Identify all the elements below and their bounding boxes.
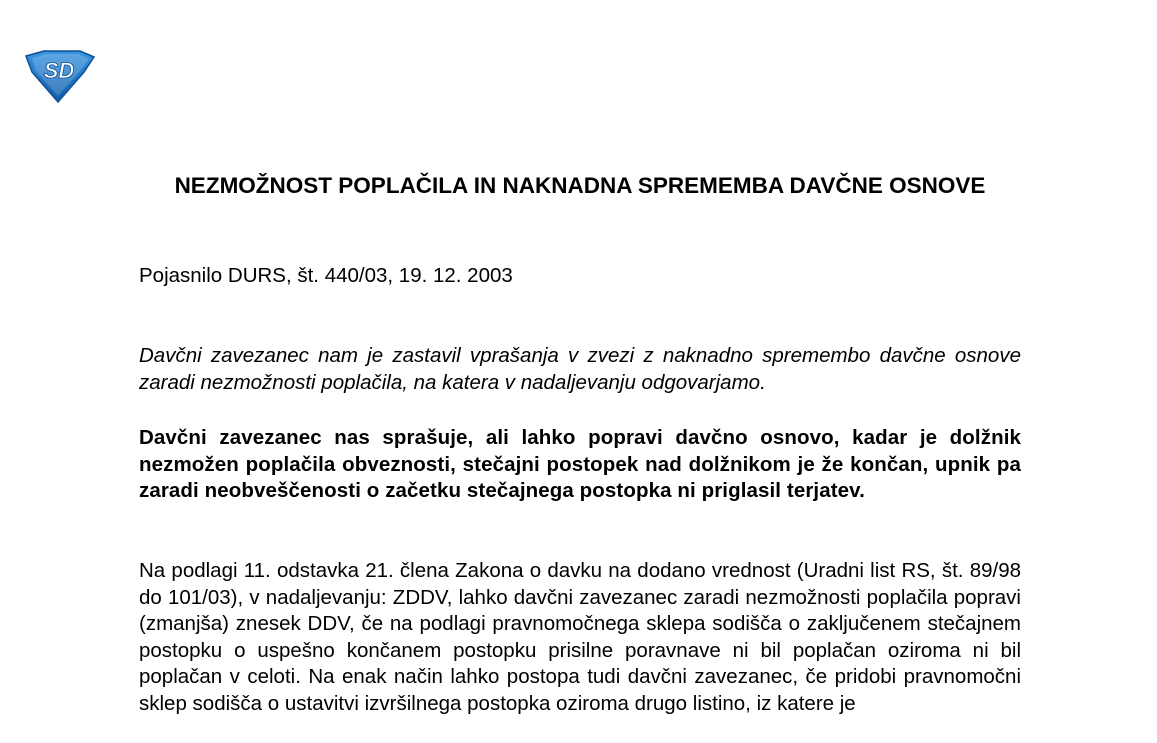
document-source: Pojasnilo DURS, št. 440/03, 19. 12. 2003 <box>139 264 513 287</box>
logo-text: SD <box>43 58 75 83</box>
sd-shield-logo-icon <box>22 48 96 104</box>
document-title: NEZMOŽNOST POPLAČILA IN NAKNADNA SPREMEMBA DAVČNE OSNOVE <box>174 173 986 198</box>
answer-paragraph: Na podlagi 11. odstavka 21. člena Zakona o davku na dodano vrednost (Uradni list RS, št. 89/98 do 101/03), v nadaljevanju: ZDDV, lahko davčni zavezanec zaradi nezmožnosti poplačila popravi (zmanjša) znesek DDV, če na podlagi pravnomočnega sklepa sodišča o zaključenem stečajnem postopku o uspešno končanem postopku prisilne poravnave ni bil poplačan oziroma ni bil poplačan v celoti. Na enak način lahko postopa tudi davčni zavezanec, če pridobi pravnomočni sklep sodišča o ustavitvi izvršilnega postopka oziroma drugo listino, iz katere je <box>139 559 1021 715</box>
question-paragraph: Davčni zavezanec nas sprašuje, ali lahko popravi davčno osnovo, kadar je dolžnik nezmožen poplačila obveznosti, stečajni postopek nad dolžnikom je že končan, upnik pa zaradi neobveščenosti o začetku stečajnega postopka ni priglasil terjatev. <box>139 426 1021 502</box>
intro-paragraph: Davčni zavezanec nam je zastavil vprašanja v zvezi z naknadno spremembo davčne osnove zaradi nezmožnosti poplačila, na katera v nadaljevanju odgovarjamo. <box>139 344 1021 394</box>
